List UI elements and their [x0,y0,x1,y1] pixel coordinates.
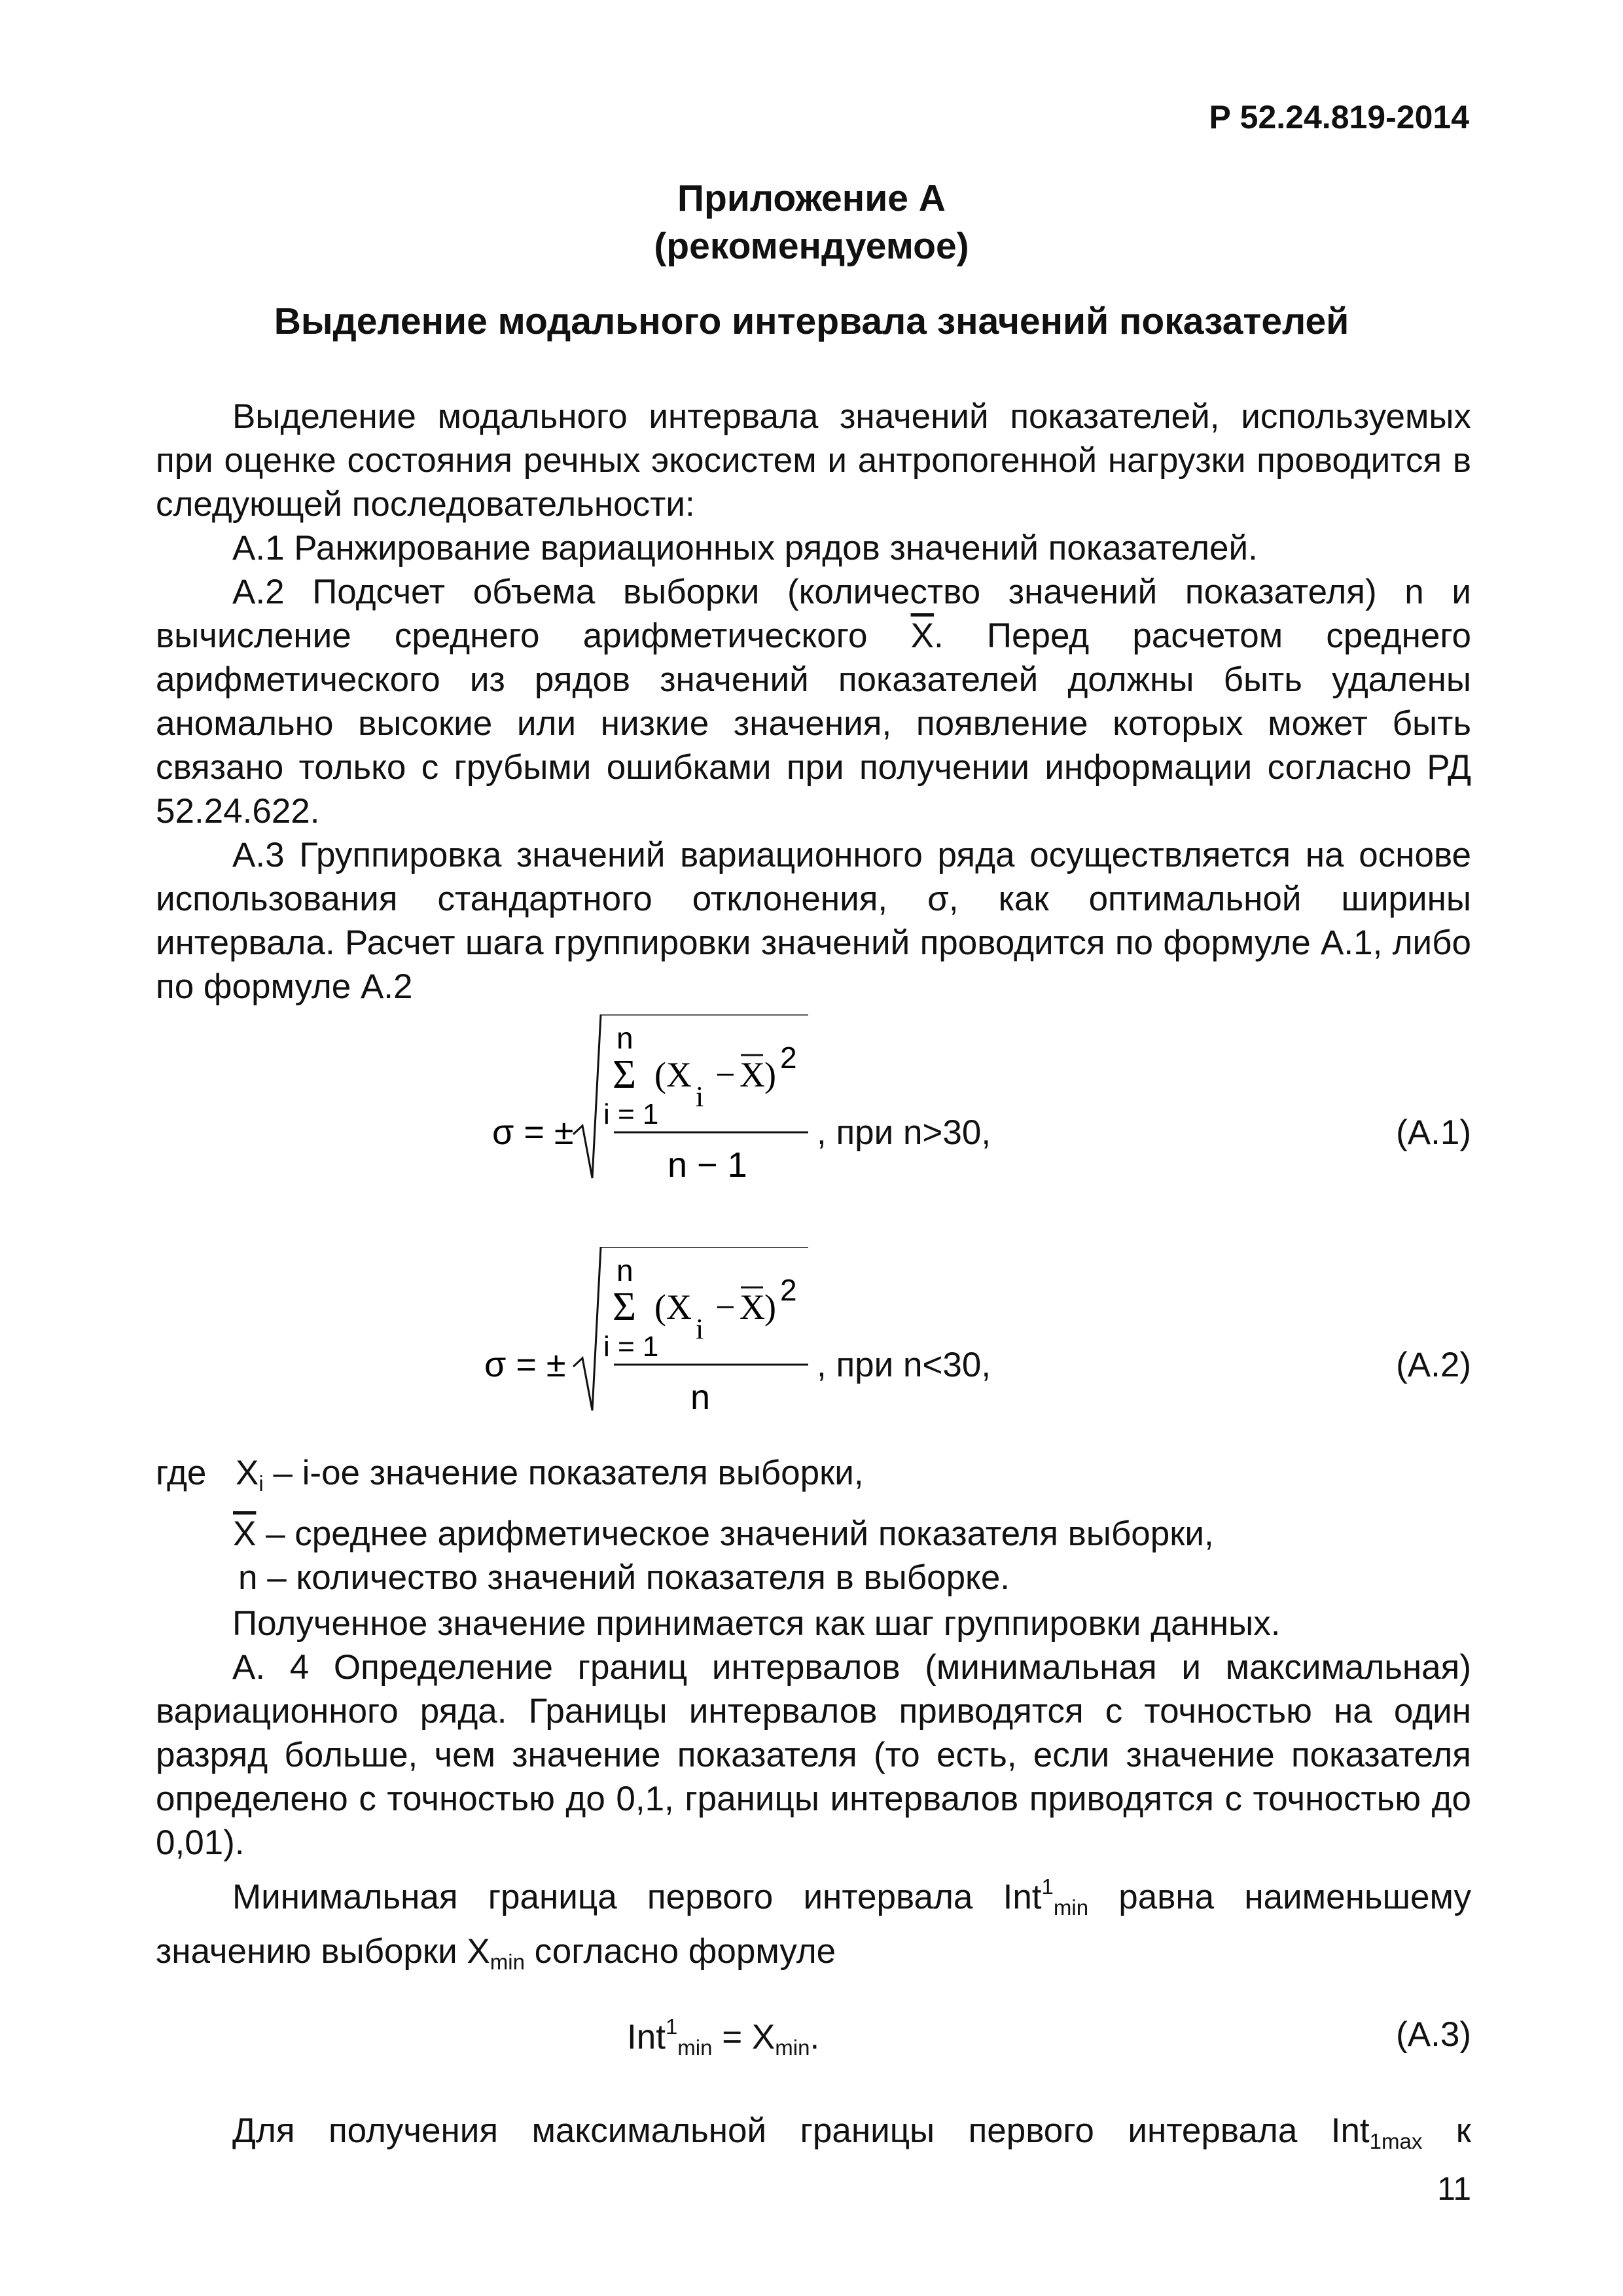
term-power: 2 [780,1041,797,1075]
paragraph-a2 [156,570,1471,833]
term-close: ) [764,1055,776,1094]
term-power: 2 [780,1273,797,1307]
term-minus: − [715,1055,736,1094]
appendix-status: (рекомендуемое) [654,225,969,267]
formula-a1-graphic [0,1014,1623,1198]
paragraph-a1: А.1 Ранжирование вариационных рядов значений показателей. [232,529,1258,567]
a3-eq: = X [712,2018,776,2056]
denominator: n [690,1378,711,1417]
sum-sign: Σ [613,1052,637,1097]
denominator: n − 1 [668,1145,747,1185]
sum-bottom: i = 1 [603,1331,659,1363]
formula-a2-number: (А.2) [1396,1346,1471,1384]
body-text [156,395,1471,1009]
formula-a1-condition: , при n>30, [817,1113,991,1152]
min-text-1: Минимальная граница первого интервала Int [232,1878,1042,1916]
term-xbar: X [740,1287,765,1327]
appendix-heading: Выделение модального интервала значений показателей [274,300,1349,342]
a3-sub: min [677,2036,713,2060]
a3-sup: 1 [665,2015,678,2039]
term-close: ) [764,1287,776,1327]
max-text-1: Для получения максимальной границы первого интервала Int [232,2111,1370,2150]
term-open: (X [654,1055,692,1094]
term-sub: i [696,1313,704,1345]
xi-subscript: i [259,1471,264,1496]
formula-a3 [0,2015,1623,2067]
lhs: σ = ± [492,1113,574,1152]
page-number: 11 [1437,2170,1471,2207]
paragraph-a3: А.3 Группировка значений вариационного ряда осуществляется на основе использования стандартного отклонения, σ, как оптимальной ширины интервала. Расчет шага группировки значений проводится по формуле А.1, либо по формуле А.2 [156,836,1471,1006]
paragraph-a4: А. 4 Определение границ интервалов (минимальная и максимальная) вариационного ряда. Границы интервалов приводятся с точностью на один разряд больше, чем значение показателя (то есть, если значение показателя определено с точностью до 0,1, границы интервалов приводятся с точностью до 0,01). [156,1648,1471,1862]
min-sub: min [1053,1895,1089,1920]
body-text-after [156,1602,1471,1984]
xi-symbol: X [236,1454,259,1492]
appendix-title: Приложение А [677,177,946,219]
max-sub: 1max [1369,2129,1423,2153]
where-xi [236,1453,864,1496]
document-number: Р 52.24.819-2014 [1209,99,1469,135]
min-text-2: равна наименьшему значению выборки X [156,1878,1471,1971]
formula-a3-expr [627,2015,819,2060]
xi-definition: – i-ое значение показателя выборки, [273,1454,864,1492]
paragraph-min-boundary [156,1865,1471,1984]
body-text-last [156,2109,1471,2163]
n-symbol: n [238,1558,258,1597]
a2-text-start: А.2 Подсчет объема выборки (количество значений показателя) n и вычисление среднего арифметического [156,573,1471,655]
sum-sign: Σ [613,1285,637,1329]
min-sub-2: min [490,1950,525,1974]
xbar-definition: – среднее арифметическое значений показателя выборки, [266,1515,1214,1553]
term-minus: − [715,1287,736,1327]
sum-top: n [616,1253,633,1287]
where-xbar [233,1514,1214,1554]
formula-a3-number: (А.3) [1396,2015,1471,2054]
formula-a1 [0,1014,1623,1198]
a2-text-end: . Перед расчетом среднего арифметического из рядов значений показателей должны быть удалены аномально высокие или низкие значения, появление которых может быть связано только с грубыми ошибками при получении информации согласно РД 52.24.622. [156,617,1471,831]
sum-top: n [616,1021,633,1055]
lhs: σ = ± [484,1345,566,1384]
min-text-3: согласно формуле [524,1932,836,1971]
formula-a2-condition: , при n<30, [817,1346,991,1384]
a3-dot: . [810,2018,820,2056]
paragraph-max-boundary [156,2109,1471,2163]
term-open: (X [654,1287,692,1327]
paragraph-result: Полученное значение принимается как шаг группировки данных. [232,1604,1281,1643]
where-label: где [156,1454,207,1492]
term-xbar: X [740,1055,765,1094]
min-sup: 1 [1041,1874,1054,1899]
a3-int: Int [627,2018,666,2056]
formula-a2 [0,1247,1623,1430]
a3-sub-2: min [775,2036,810,2060]
paragraph-intro: Выделение модального интервала значений показателей, используемых при оценке состояния речных экосистем и антропогенной нагрузки проводится в следующей последовательности: [156,397,1471,524]
max-text-2: к [1422,2111,1471,2150]
term-sub: i [696,1081,704,1113]
xbar-def-symbol: $\overline{X}$ [233,1515,257,1553]
formula-a1-number: (А.1) [1396,1113,1471,1152]
sum-bottom: i = 1 [603,1098,659,1130]
xbar-symbol: $\overline{X}$ [910,617,934,655]
formula-a2-graphic [0,1247,1623,1430]
where-n [238,1558,1010,1598]
n-definition: – количество значений показателя в выборке. [267,1558,1010,1597]
